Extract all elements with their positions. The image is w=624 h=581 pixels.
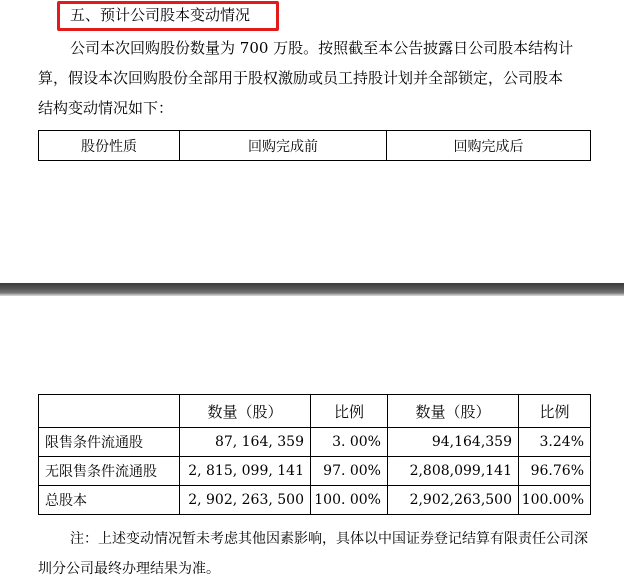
- ratio-after-cell: 100.00%: [519, 486, 591, 515]
- page-top: [0, 0, 624, 287]
- subheader-qty-before: 数量（股）: [180, 395, 311, 428]
- qty-before-cell: 2, 902, 263, 500: [180, 486, 311, 515]
- qty-after-cell: 2,808,099,141: [388, 457, 519, 486]
- col-share-nature: 股份性质: [39, 131, 180, 161]
- table-row: [39, 428, 591, 457]
- row-label: 无限售条件流通股: [39, 457, 180, 486]
- empty-header-cell: [39, 395, 180, 428]
- share-structure-table-header: [38, 130, 591, 161]
- share-structure-table: [38, 394, 591, 515]
- subheader-ratio-before: 比例: [311, 395, 388, 428]
- paragraph-line-1: 公司本次回购股份数量为 700 万股。按照截至本公告披露日公司股本结构计: [70, 39, 574, 57]
- qty-before-cell: 87, 164, 359: [180, 428, 311, 457]
- note-line-1: 注：上述变动情况暂未考虑其他因素影响，具体以中国证券登记结算有限责任公司深: [70, 531, 588, 547]
- ratio-before-cell: 100. 00%: [311, 486, 388, 515]
- ratio-after-cell: 3.24%: [519, 428, 591, 457]
- qty-after-cell: 94,164,359: [388, 428, 519, 457]
- subheader-ratio-after: 比例: [519, 395, 591, 428]
- qty-before-cell: 2, 815, 099, 141: [180, 457, 311, 486]
- page-separator: [0, 283, 624, 297]
- row-label: 总股本: [39, 486, 180, 515]
- ratio-before-cell: 97. 00%: [311, 457, 388, 486]
- col-after-buyback: 回购完成后: [387, 131, 591, 161]
- table-subheader-row: [39, 395, 591, 428]
- row-label: 限售条件流通股: [39, 428, 180, 457]
- section-heading: 五、预计公司股本变动情况: [70, 6, 251, 24]
- table-row: [39, 486, 591, 515]
- ratio-after-cell: 96.76%: [519, 457, 591, 486]
- qty-after-cell: 2,902,263,500: [388, 486, 519, 515]
- subheader-qty-after: 数量（股）: [388, 395, 519, 428]
- paragraph-line-3: 结构变动情况如下：: [38, 99, 174, 117]
- paragraph-line-2: 算，假设本次回购股份全部用于股权激励或员工持股计划并全部锁定，公司股本: [38, 69, 564, 87]
- col-before-buyback: 回购完成前: [180, 131, 387, 161]
- ratio-before-cell: 3. 00%: [311, 428, 388, 457]
- note-line-2: 圳分公司最终办理结果为准。: [38, 561, 220, 577]
- table-row: [39, 457, 591, 486]
